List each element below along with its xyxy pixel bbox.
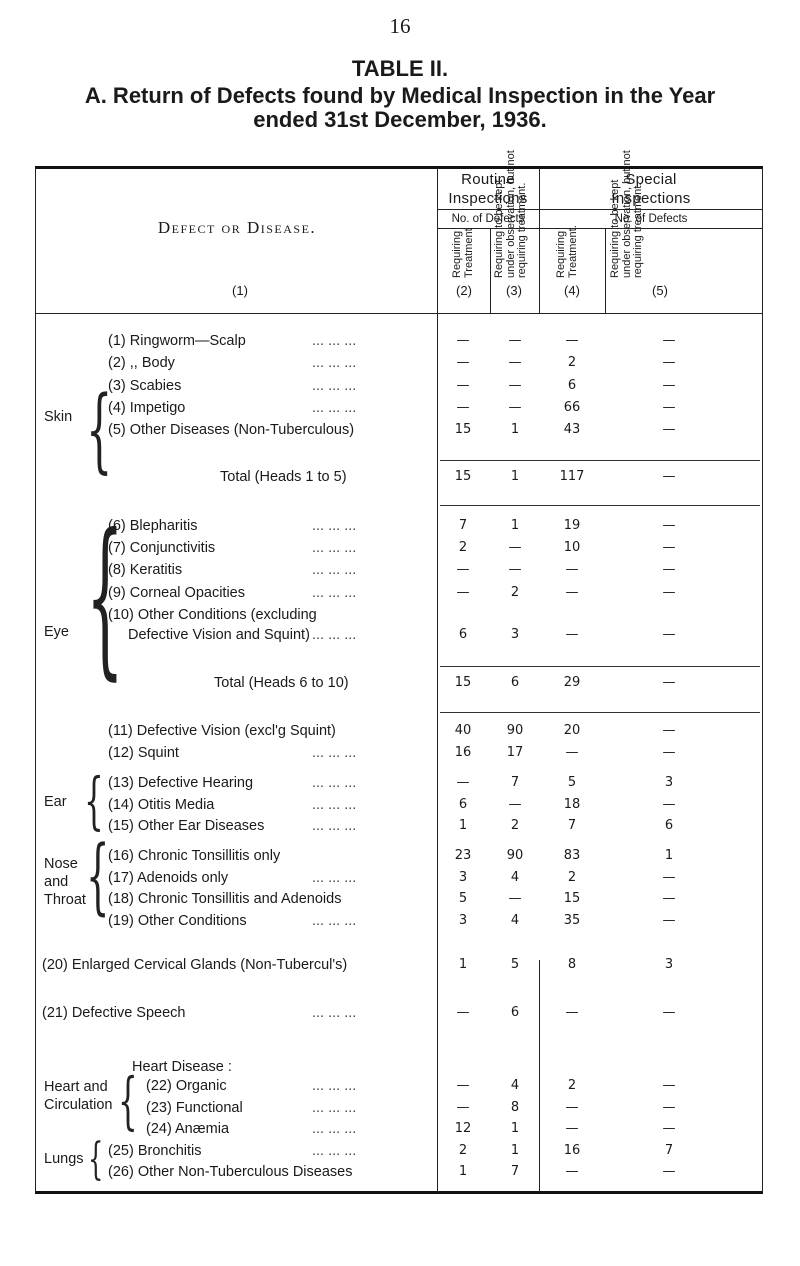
cell-col-5: — [662, 723, 676, 738]
cell-col-3: — [508, 400, 522, 415]
cell-col-2: — [456, 1005, 470, 1020]
cell-col-4: 83 [563, 848, 581, 863]
table-row [0, 913, 800, 933]
special-header: Special Inspections [611, 171, 691, 207]
row-label: (1) Ringworm—Scalp [108, 333, 246, 349]
col-4-number: (4) [564, 283, 580, 298]
row-label: (12) Squint [108, 745, 179, 761]
cell-col-5: — [662, 355, 676, 370]
cell-col-3: 1 [510, 422, 520, 437]
table-row [0, 891, 800, 911]
row-label: (13) Defective Hearing [108, 775, 254, 791]
cell-col-3: 1 [510, 1121, 520, 1136]
cell-col-5: — [662, 518, 676, 533]
cell-col-2: 5 [458, 891, 468, 906]
row-label: (20) Enlarged Cervical Glands (Non-Tubercul's) [42, 957, 348, 973]
table-title: TABLE II. [351, 56, 449, 81]
cell-col-5: — [662, 1100, 676, 1115]
cell-col-5: — [662, 913, 676, 928]
cell-col-4: 2 [567, 355, 577, 370]
table-row [0, 745, 800, 765]
cell-col-2: 2 [458, 1143, 468, 1158]
cell-col-5: 1 [664, 848, 674, 863]
total-rule [440, 666, 760, 667]
cell-col-3: — [508, 355, 522, 370]
col-divider-2 [490, 228, 491, 314]
cell-col-2: 2 [458, 540, 468, 555]
cell-col-4: — [565, 1100, 579, 1115]
cell-col-5: 6 [664, 818, 674, 833]
cell-col-3: 4 [510, 870, 520, 885]
group-eye: Eye [44, 624, 69, 640]
cell-col-4: — [565, 1164, 579, 1179]
total-rule [440, 505, 760, 506]
cell-col-2: — [456, 333, 470, 348]
cell-col-3: 3 [510, 627, 520, 642]
group-ear: Ear [44, 794, 67, 810]
cell-col-5: 3 [664, 775, 674, 790]
cell-col-2: 3 [458, 913, 468, 928]
group-nose-throat: Nose and Throat [44, 856, 86, 908]
col-2-header: Requiring Treatment [451, 228, 475, 278]
cell-col-4: 117 [559, 469, 585, 484]
cell-col-3: 6 [510, 1005, 520, 1020]
row-label: (19) Other Conditions [108, 913, 247, 929]
table-row [0, 675, 800, 695]
table-row [0, 469, 800, 489]
total-rule [440, 712, 760, 713]
cell-col-5: — [662, 469, 676, 484]
cell-col-2: 23 [454, 848, 472, 863]
group-heart-subheading: Heart Disease : [132, 1059, 232, 1075]
cell-col-2: 7 [458, 518, 468, 533]
cell-col-5: — [662, 797, 676, 812]
row-label: (17) Adenoids only [108, 870, 229, 886]
row-label: (23) Functional [146, 1100, 243, 1116]
table-row [0, 870, 800, 890]
cell-col-2: — [456, 400, 470, 415]
cell-col-2: — [456, 1100, 470, 1115]
cell-col-2: 40 [454, 723, 472, 738]
col-3-header: Requiring to be kept under observation, but not requiring treatment. [493, 150, 528, 278]
heading-line-1: A. Return of Defects found by Medical Inspection in the Year [84, 83, 716, 108]
cell-col-2: — [456, 562, 470, 577]
group-lungs: Lungs [44, 1151, 84, 1167]
cell-col-3: — [508, 540, 522, 555]
row-label: (10) Other Conditions (excluding [108, 607, 317, 623]
cell-col-4: — [565, 585, 579, 600]
row-label: (14) Otitis Media [108, 797, 215, 813]
dot-leader: ... ... ... [312, 378, 357, 394]
cell-col-3: 5 [510, 957, 520, 972]
table-row [0, 627, 800, 647]
col-5-number: (5) [652, 283, 668, 298]
cell-col-4: 35 [563, 913, 581, 928]
cell-col-4: 2 [567, 1078, 577, 1093]
cell-col-3: 8 [510, 1100, 520, 1115]
cell-col-4: 19 [563, 518, 581, 533]
col-3-number: (3) [506, 283, 522, 298]
cell-col-4: 43 [563, 422, 581, 437]
routine-header: Routine Inspections [448, 171, 528, 207]
cell-col-2: — [456, 775, 470, 790]
cell-col-2: 6 [458, 797, 468, 812]
header-rule-2 [437, 228, 763, 229]
row-label: Total (Heads 6 to 10) [214, 675, 349, 691]
group-skin: Skin [44, 409, 73, 425]
cell-col-3: 17 [506, 745, 524, 760]
table-heading [0, 84, 800, 132]
cell-col-5: 7 [664, 1143, 674, 1158]
cell-col-3: 2 [510, 818, 520, 833]
cell-col-3: 1 [510, 469, 520, 484]
cell-col-5: — [662, 675, 676, 690]
dot-leader: ... ... ... [312, 1100, 357, 1116]
table-row [0, 1164, 800, 1184]
row-label: (18) Chronic Tonsillitis and Adenoids [108, 891, 342, 907]
table-row [0, 797, 800, 817]
cell-col-5: 3 [664, 957, 674, 972]
row-label: (26) Other Non-Tuberculous Diseases [108, 1164, 353, 1180]
table-row [0, 607, 800, 627]
cell-col-2: 3 [458, 870, 468, 885]
group-heart-circulation: Heart and Circulation [44, 1079, 113, 1113]
row-label: (3) Scabies [108, 378, 182, 394]
brace-ear: { [84, 764, 104, 837]
cell-col-5: — [662, 1164, 676, 1179]
cell-col-2: 1 [458, 1164, 468, 1179]
cell-col-4: 15 [563, 891, 581, 906]
cell-col-5: — [662, 400, 676, 415]
table-row [0, 355, 800, 375]
table-row [0, 585, 800, 605]
table-row [0, 1078, 800, 1098]
row-label: (2) ,, Body [108, 355, 175, 371]
cell-col-5: — [662, 540, 676, 555]
cell-col-4: 10 [563, 540, 581, 555]
brace-heart: { [118, 1064, 138, 1137]
col-1-number: (1) [232, 283, 248, 298]
cell-col-4: — [565, 333, 579, 348]
special-no-of-defects: No. of Defects [614, 213, 688, 225]
page-number: 16 [389, 14, 411, 38]
cell-col-3: 4 [510, 1078, 520, 1093]
cell-col-4: 5 [567, 775, 577, 790]
cell-col-3: 2 [510, 585, 520, 600]
table-row [0, 518, 800, 538]
cell-col-4: 7 [567, 818, 577, 833]
table-row [0, 1005, 800, 1025]
cell-col-4: 2 [567, 870, 577, 885]
cell-col-5: — [662, 333, 676, 348]
row-label: (11) Defective Vision (excl'g Squint) [108, 723, 336, 739]
cell-col-5: — [662, 378, 676, 393]
table-row [0, 378, 800, 398]
row-label: (8) Keratitis [108, 562, 183, 578]
dot-leader: ... ... ... [312, 818, 357, 834]
cell-col-3: 6 [510, 675, 520, 690]
dot-leader: ... ... ... [312, 1143, 357, 1159]
col-divider-3 [539, 168, 540, 314]
dot-leader: ... ... ... [312, 355, 357, 371]
cell-col-2: 15 [454, 469, 472, 484]
cell-col-5: — [662, 627, 676, 642]
dot-leader: ... ... ... [312, 1078, 357, 1094]
row-label: (25) Bronchitis [108, 1143, 202, 1159]
cell-col-5: — [662, 870, 676, 885]
brace-lungs: { [88, 1134, 104, 1185]
cell-col-5: — [662, 1078, 676, 1093]
defect-column-header: Defect or Disease. [157, 218, 317, 237]
dot-leader: ... ... ... [312, 913, 357, 929]
cell-col-3: — [508, 333, 522, 348]
cell-col-4: — [565, 745, 579, 760]
table-row [0, 562, 800, 582]
cell-col-2: 16 [454, 745, 472, 760]
row-label: Defective Vision and Squint) [128, 627, 310, 643]
row-label: (6) Blepharitis [108, 518, 198, 534]
cell-col-2: 15 [454, 422, 472, 437]
cell-col-2: 1 [458, 957, 468, 972]
dot-leader: ... ... ... [312, 585, 357, 601]
dot-leader: ... ... ... [312, 797, 357, 813]
dot-leader: ... ... ... [312, 1121, 357, 1137]
cell-col-5: — [662, 1121, 676, 1136]
dot-leader: ... ... ... [312, 562, 357, 578]
table-row [0, 1121, 800, 1141]
brace-skin: { [86, 376, 113, 483]
cell-col-4: — [565, 1121, 579, 1136]
table-row [0, 1100, 800, 1120]
row-label: (5) Other Diseases (Non-Tuberculous) [108, 422, 355, 438]
cell-col-5: — [662, 422, 676, 437]
cell-col-4: 29 [563, 675, 581, 690]
cell-col-3: — [508, 797, 522, 812]
cell-col-2: 12 [454, 1121, 472, 1136]
cell-col-3: 1 [510, 1143, 520, 1158]
total-rule [440, 460, 760, 461]
table-row [0, 818, 800, 838]
col-divider-4 [605, 228, 606, 314]
cell-col-4: 6 [567, 378, 577, 393]
cell-col-3: 90 [506, 848, 524, 863]
brace-nose: { [86, 829, 110, 924]
cell-col-3: 4 [510, 913, 520, 928]
cell-col-5: — [662, 562, 676, 577]
cell-col-3: 90 [506, 723, 524, 738]
cell-col-3: 7 [510, 1164, 520, 1179]
row-label: (24) Anæmia [146, 1121, 230, 1137]
cell-col-5: — [662, 585, 676, 600]
dot-leader: ... ... ... [312, 745, 357, 761]
col-2-number: (2) [456, 283, 472, 298]
cell-col-4: 8 [567, 957, 577, 972]
header-rule-1 [437, 209, 763, 210]
row-label: Total (Heads 1 to 5) [220, 469, 347, 485]
row-label: (16) Chronic Tonsillitis only [108, 848, 281, 864]
cell-col-2: — [456, 355, 470, 370]
col-4-header: Requiring Treatment. [555, 225, 579, 278]
dot-leader: ... ... ... [312, 540, 357, 556]
col-5-header: Requiring to be kept under observation, but not requiring treatment. [609, 150, 644, 278]
row-label: (4) Impetigo [108, 400, 186, 416]
cell-col-4: 16 [563, 1143, 581, 1158]
table-row [0, 723, 800, 743]
row-label: (9) Corneal Opacities [108, 585, 245, 601]
dot-leader: ... ... ... [312, 518, 357, 534]
dot-leader: ... ... ... [312, 627, 357, 643]
dot-leader: ... ... ... [312, 1005, 357, 1021]
cell-col-5: — [662, 1005, 676, 1020]
table-row [0, 1143, 800, 1163]
header-rule-3 [35, 313, 763, 314]
table-row [0, 540, 800, 560]
cell-col-2: — [456, 378, 470, 393]
dot-leader: ... ... ... [312, 333, 357, 349]
cell-col-4: 66 [563, 400, 581, 415]
table-row [0, 400, 800, 420]
table-row [0, 848, 800, 868]
cell-col-3: — [508, 891, 522, 906]
cell-col-4: — [565, 1005, 579, 1020]
row-label: (7) Conjunctivitis [108, 540, 216, 556]
cell-col-2: 15 [454, 675, 472, 690]
brace-eye: { [86, 498, 124, 696]
cell-col-4: — [565, 627, 579, 642]
row-label: (21) Defective Speech [42, 1005, 186, 1021]
cell-col-3: 7 [510, 775, 520, 790]
dot-leader: ... ... ... [312, 870, 357, 886]
cell-col-3: — [508, 562, 522, 577]
cell-col-5: — [662, 891, 676, 906]
routine-no-of-defects: No. of Defects [451, 213, 525, 225]
table-row [0, 333, 800, 353]
row-label: (15) Other Ear Diseases [108, 818, 265, 834]
cell-col-4: 20 [563, 723, 581, 738]
table-row [0, 422, 800, 442]
cell-col-4: 18 [563, 797, 581, 812]
table-row [0, 957, 800, 977]
heading-line-2: ended 31st December, 1936. [253, 107, 547, 132]
cell-col-2: — [456, 585, 470, 600]
cell-col-2: 1 [458, 818, 468, 833]
dot-leader: ... ... ... [312, 775, 357, 791]
dot-leader: ... ... ... [312, 400, 357, 416]
cell-col-3: 1 [510, 518, 520, 533]
table-row [0, 775, 800, 795]
cell-col-2: 6 [458, 627, 468, 642]
row-label: (22) Organic [146, 1078, 227, 1094]
cell-col-3: — [508, 378, 522, 393]
cell-col-5: — [662, 745, 676, 760]
cell-col-4: — [565, 562, 579, 577]
cell-col-2: — [456, 1078, 470, 1093]
